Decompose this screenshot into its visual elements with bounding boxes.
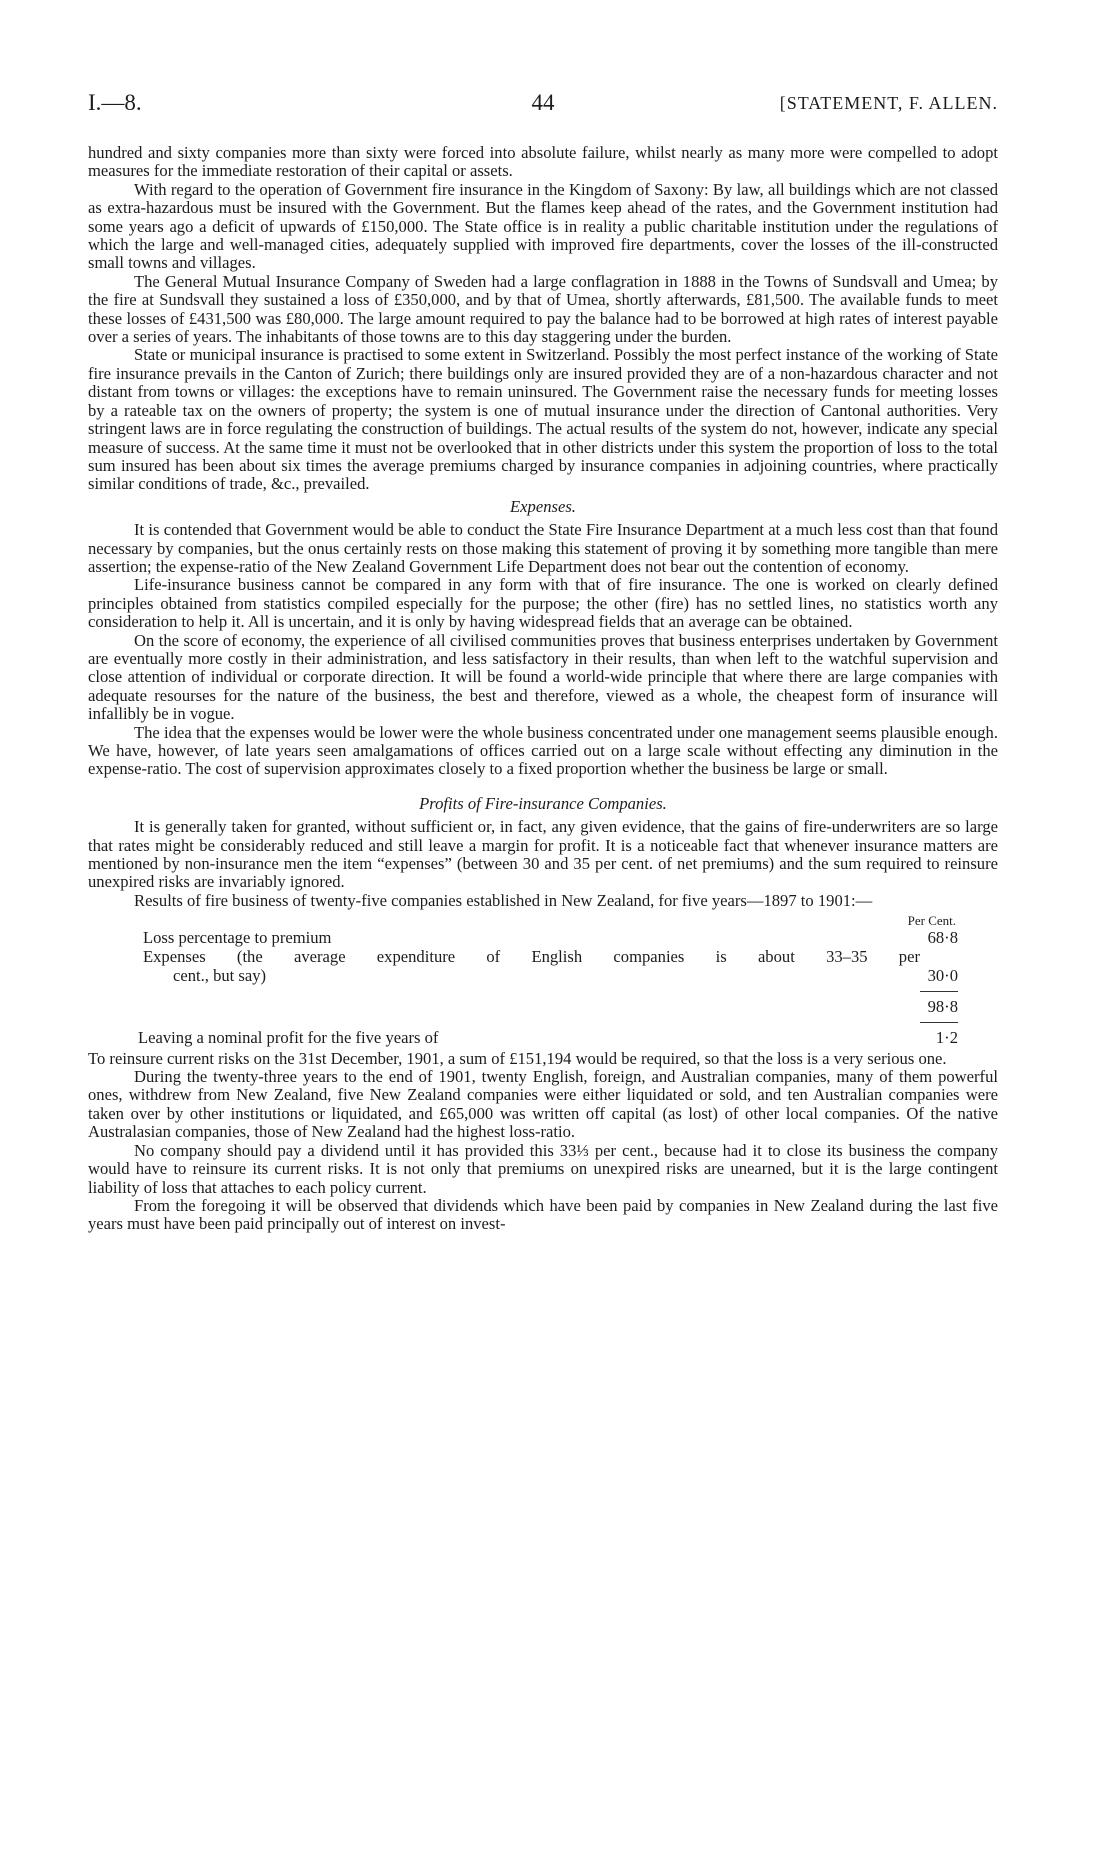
profit-label: Leaving a nominal profit for the five years of <box>138 1027 439 1047</box>
paragraph: Life-insurance business cannot be compared in any form with that of fire insurance. The one is worked on clearly defined principles obtained from statistics compiled especially for the purpose; the other (fire) has no settled lines, no statistics worth any consideration to help it. All is uncertain, and it is only by having widespread fields that an average can be obtained. <box>88 575 998 632</box>
paper-reference: I.—8. <box>88 90 142 115</box>
total-value: 98·8 <box>927 996 958 1016</box>
paragraph: No company should pay a dividend until it has provided this 33⅓ per cent., because had it to close its business the company would have to reinsure its current risks. It is not only that premiums on unexpired risks are unearned, but it is the large contingent liability of loss that attaches to each policy current. <box>88 1140 998 1197</box>
section-heading-profits: Profits of Fire-insurance Companies. <box>419 793 667 813</box>
page-header <box>88 90 998 130</box>
loss-value: 68·8 <box>927 927 958 947</box>
sum-rule <box>88 986 998 998</box>
table-row <box>88 998 998 1017</box>
loss-label: Loss percentage to premium <box>143 927 332 947</box>
expenses-label-line1: Expenses (the average expenditure of English companies is about 33–35 per <box>143 946 920 966</box>
paragraph: The idea that the expenses would be lower were the whole business concentrated under one management seems plausible enough. We have, however, of late years seen amalgamations of offices carried out on a large scale without effecting any diminution in the expense-ratio. The cost of supervision approximates closely to a fixed proportion whether the business be large or small. <box>88 722 998 779</box>
table-row <box>88 1029 998 1048</box>
paragraph: hundred and sixty companies more than sixty were forced into absolute failure, whilst nearly as many more were compelled to adopt measures for the immediate restoration of their capital or assets. <box>88 143 998 181</box>
profit-value: 1·2 <box>935 1027 958 1047</box>
expenses-value: 30·0 <box>927 965 958 985</box>
page-number: 44 <box>531 90 555 115</box>
paragraph: The General Mutual Insurance Company of Sweden had a large conflagration in 1888 in the Towns of Sundsvall and Umea; by the fire at Sundsvall they sustained a loss of £350,000, and by that of Umea, shortly afterwards, £81,500. The available funds to meet these losses of £431,500 was £80,000. The large amount required to pay the balance had to be borrowed at high rates of interest payable over a series of years. The inhabitants of those towns are to this day staggering under the burden. <box>88 271 998 347</box>
paragraph: To reinsure current risks on the 31st December, 1901, a sum of £151,194 would be required, so that the loss is a very serious one. <box>88 1048 947 1068</box>
results-table <box>88 912 998 1047</box>
paragraph: With regard to the operation of Government fire insurance in the Kingdom of Saxony: By law, all buildings which are not classed as extra-hazardous must be insured with the Government. But the flames keep ahead of the rates, and the Government institution had some years ago a deficit of upwards of £150,000. The State office is in reality a public charitable institution under the regulations of which the large and well-managed cities, adequately supplied with improved fire departments, cover the losses of the ill-constructed small towns and villages. <box>88 179 998 273</box>
table-row <box>88 929 998 948</box>
paragraph: From the foregoing it will be observed that dividends which have been paid by companies in New Zealand during the last five years must have been paid principally out of interest on invest- <box>88 1195 998 1234</box>
paragraph: It is contended that Government would be able to conduct the State Fire Insurance Department at a much less cost than that found necessary by companies, but the onus certainly rests on those making this statement of proving it by something more tangible than mere assertion; the expense-ratio of the New Zealand Government Life Department does not bear out the contention of economy. <box>88 520 998 576</box>
paragraph: State or municipal insurance is practised to some extent in Switzerland. Possibly the most perfect instance of the working of State fire insurance prevails in the Canton of Zurich; there buildings only are insured provided they are of a non-hazardous character and not distant from towns or villages: the exceptions have to remain uninsured. The Government raise the necessary funds for meeting losses by a rateable tax on the owners of property; the system is one of mutual insurance under the direction of Cantonal authorities. Very stringent laws are in force regulating the construction of buildings. The actual results of the system do not, however, indicate any special measure of success. At the same time it must not be overlooked that in other districts under this system the proportion of loss to the total sum insured has been about six times the average premiums charged by insurance companies in adjoining countries, where practically similar conditions of trade, &c., prevailed. <box>88 345 998 494</box>
statement-attribution: [STATEMENT, F. ALLEN. <box>779 93 998 113</box>
paragraph: On the score of economy, the experience of all civilised communities proves that business enterprises undertaken by Government are eventually more costly in their administration, and less satisfactory in their results, than when left to the watchful supervision and close attention of individual or corporate direction. It will be found a world-wide principle that where there are large companies with adequate resourses for the nature of the business, the best and therefore, viewed as a whole, the cheapest form of insurance will infallibly be in vogue. <box>88 630 998 724</box>
body-text <box>88 144 998 1234</box>
sum-rule <box>88 1017 998 1029</box>
table-row <box>88 967 998 986</box>
table-row <box>88 948 998 967</box>
section-heading-expenses: Expenses. <box>510 496 576 516</box>
paragraph: During the twenty-three years to the end of 1901, twenty English, foreign, and Australian companies, many of them powerful ones, withdrew from New Zealand, five New Zealand companies were either liquidated or sold, and ten Australian companies were taken over by other institutions or liquidated, and £65,000 was written off capital (as lost) of other local companies. Of the native Australasian companies, those of New Zealand had the highest loss-ratio. <box>88 1067 998 1142</box>
per-cent-column-header: Per Cent. <box>907 913 956 929</box>
paragraph: Results of fire business of twenty-five companies established in New Zealand, for five years—1897 to 1901:— <box>134 890 873 910</box>
expenses-label-line2: cent., but say) <box>173 965 267 985</box>
paragraph: It is generally taken for granted, without sufficient or, in fact, any given evidence, that the gains of fire-underwriters are so large that rates might be considerably reduced and still leave a margin for profit. It is a noticeable fact that whenever insurance matters are mentioned by non-insurance men the item “expenses” (between 30 and 35 per cent. of net premiums) and the sum required to reinsure unexpired risks are invariably ignored. <box>88 817 998 892</box>
